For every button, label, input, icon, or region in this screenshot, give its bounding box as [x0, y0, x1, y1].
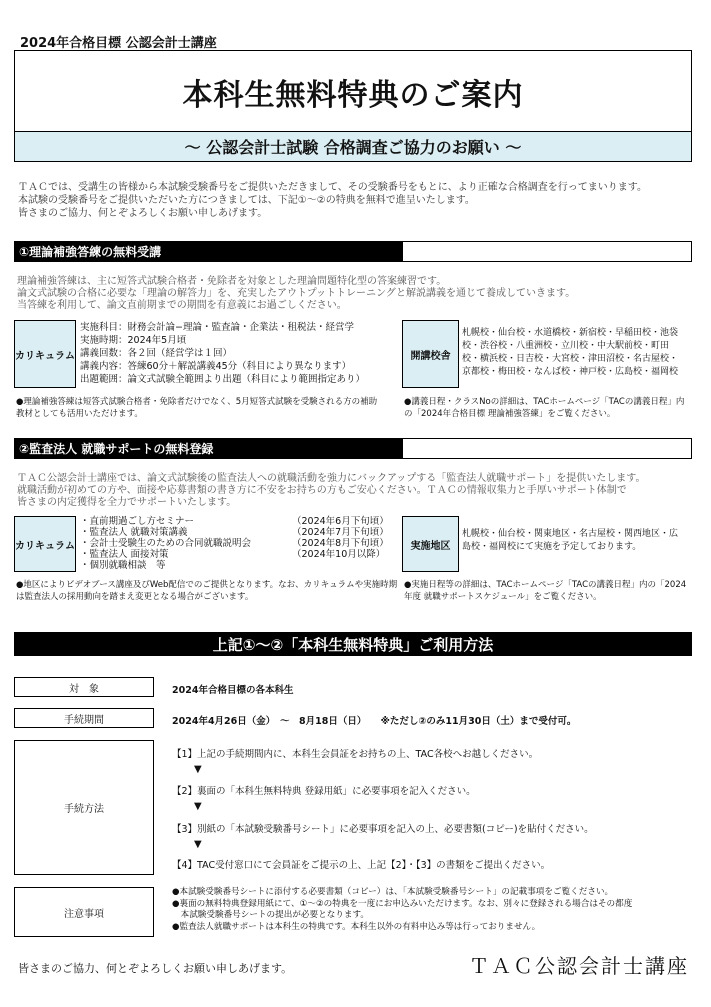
intro-line: 本試験の受験番号をご提供いただいた方につきましては、下記①～②の特典を無料で進呈いたします。 — [18, 195, 475, 206]
footer-thanks: 皆さまのご協力、何とぞよろしくお願い申しあげます。 — [18, 962, 293, 975]
school-line: 京都校・梅田校・なんば校・神戸校・広島校・福岡校 — [462, 367, 679, 377]
section2-area-label: 実施地区 — [402, 516, 459, 572]
page-subtitle: ～ 公認会計士試験 合格調査ご協力のお願い ～ — [15, 131, 691, 161]
curriculum-item — [80, 538, 398, 549]
section2-area-lines — [462, 528, 697, 554]
curriculum-line: 実施時期：2024年5月頃 — [80, 335, 187, 346]
section1-description — [17, 276, 697, 312]
note-line: ●理論補強答練は短答式試験合格者・免除者だけでなく、5月短答式試験を受験される方の補助 — [16, 397, 378, 407]
method-step-4: 【4】TAC受付窓口にて会員証をご提示の上、上記【2】・【3】の書類をご提出ください。 — [172, 860, 551, 871]
section1-desc-line: 理論補強答練は、主に短答式試験合格者・免除者を対象とした理論問題特化型の答案練習です。 — [17, 276, 447, 287]
curriculum-line: 講義内容：答練60分＋解説講義45分（科目により異なります） — [80, 361, 352, 372]
usage-note-line: ●裏面の無料特典登録用紙にて、①～②の特典を一度にお申込みいただけます。なお、別々に登録される場合はその都度 — [172, 898, 633, 909]
method-step-2: 【2】裏面の「本科生無料特典 登録用紙」に必要事項を記入ください。 — [172, 786, 476, 797]
curriculum-item-when: （2024年6月下旬頃） — [292, 516, 389, 527]
section2-heading-label: ②監査法人 就職サポートの無料登録 — [15, 439, 403, 458]
section2-description — [17, 473, 697, 509]
down-arrow-icon: ▼ — [194, 839, 202, 850]
curriculum-item-name: ・監査法人 面接対策 — [80, 549, 169, 560]
curriculum-item-when: （2024年8月下旬頃） — [292, 538, 389, 549]
section1-desc-line: 論文式試験の合格に必要な「理論の解答力」を、充実したアウトプットトレーニングと解説講義を通じて養成していきます。 — [17, 288, 576, 299]
intro-line: ＴＡＣでは、受講生の皆様から本試験受験番号をご提供いただきまして、その受験番号をもとに、より正確な合格調査を行ってまいります。 — [18, 182, 647, 193]
period-value: 2024年4月26日（金） ～ 8月18日（日） ※ただし②のみ11月30日（土）まで受付可。 — [172, 716, 577, 727]
note-line: 教材としても活用いただけます。 — [16, 409, 143, 419]
target-value: 2024年合格目標の各本科生 — [172, 685, 294, 696]
curriculum-item-name: ・直前期過ごし方セミナー — [80, 516, 195, 527]
intro-text — [18, 181, 698, 220]
curriculum-item-name: ・個別就職相談 等 — [80, 560, 166, 571]
section1-heading-label: ①理論補強答練の無料受講 — [15, 242, 403, 261]
usage-heading: 上記①～②「本科生無料特典」ご利用方法 — [14, 632, 692, 656]
curriculum-line: 講義回数：各２回（経営学は１回） — [80, 348, 233, 359]
school-line: 校・渋谷校・八重洲校・立川校・中大駅前校・町田 — [462, 341, 670, 351]
period-label: 手続期間 — [14, 708, 154, 728]
curriculum-item-when: （2024年7月下旬頃） — [292, 527, 389, 538]
school-line: 札幌校・仙台校・水道橋校・新宿校・早稲田校・池袋 — [462, 328, 679, 338]
method-step-3: 【3】別紙の「本試験受験番号シート」に必要事項を記入の上、必要書類(コピー)を貼付ください。 — [172, 824, 594, 835]
section2-desc-line: 就職活動が初めての方や、面接や応募書類の書き方に不安をお持ちの方もご安心ください。ＴＡＣの情報収集力と手厚いサポート体制で — [17, 485, 627, 496]
school-line: 校・横浜校・日吉校・大宮校・津田沼校・名古屋校・ — [462, 354, 679, 364]
curriculum-item-name: ・監査法人 就職対策講義 — [80, 527, 188, 538]
note-line: は監査法人の採用動向を踏まえ変更となる場合がございます。 — [16, 592, 254, 602]
note-line: ●実施日程等の詳細は、TACホームページ「TACの講義日程」内の「2024 — [404, 580, 687, 590]
section1-note-right — [404, 396, 699, 420]
section2-note-left — [16, 579, 401, 603]
footer-brand: ＴＡＣ公認会計士講座 — [469, 954, 689, 978]
section1-schools-lines — [462, 327, 697, 379]
intro-line: 皆さまのご協力、何とぞよろしくお願い申しあげます。 — [18, 208, 268, 219]
note-line: ●地区によりビデオブース講座及びWeb配信でのご提供となります。なお、カリキュラムや実施時期 — [16, 580, 398, 590]
section2-note-right — [404, 579, 699, 603]
usage-note-line: ●本試験受験番号シートに添付する必要書類（コピー）は、「本試験受験番号シート」の記載事項をご覧ください。 — [172, 887, 614, 897]
top-line: 2024年合格目標 公認会計士講座 — [20, 36, 217, 51]
curriculum-item — [80, 560, 398, 571]
curriculum-item — [80, 549, 398, 560]
section1-schools-label: 開講校舎 — [402, 320, 459, 388]
curriculum-line: 実施科目：財務会計論−理論・監査論・企業法・租税法・経営学 — [80, 322, 354, 333]
usage-note-line: 本試験受験番号シートの提出が必要となります。 — [172, 910, 369, 920]
note-line: 年度 就職サポートスケジュール」をご覧ください。 — [404, 592, 602, 602]
curriculum-line: 出題範囲：論文式試験全範囲より出題（科目により範囲指定あり） — [80, 374, 366, 385]
area-line: 札幌校・仙台校・関東地区・名古屋校・関西地区・広 — [462, 529, 679, 539]
down-arrow-icon: ▼ — [194, 801, 202, 812]
section2-curriculum-list — [80, 516, 398, 571]
curriculum-item — [80, 527, 398, 538]
section1-curriculum-lines — [80, 321, 398, 386]
section2-heading — [14, 438, 692, 459]
note-line: の「2024年合格目標 理論補強答練」をご覧ください。 — [404, 409, 616, 419]
title-box — [14, 50, 692, 162]
page-title: 本科生無料特典のご案内 — [182, 78, 524, 113]
down-arrow-icon: ▼ — [194, 764, 202, 775]
method-label: 手続方法 — [14, 740, 154, 875]
method-step-1: 【1】上記の手続期間内に、本科生会員証をお持ちの上、TAC各校へお越しください。 — [172, 749, 539, 760]
usage-note-line: ●監査法人就職サポートは本科生の特典です。本科生以外の有料申込み等は行っておりません。 — [172, 921, 541, 932]
section1-note-left — [16, 396, 401, 420]
notes-label: 注意事項 — [14, 887, 154, 937]
section1-desc-line: 当答練を利用して、論文直前期までの期間を有意義にお過ごしください。 — [17, 300, 347, 311]
section1-curriculum-label: カリキュラム — [14, 320, 76, 388]
section2-desc-line: ＴＡＣ公認会計士講座では、論文式試験後の監査法人への就職活動を強力にバックアップする「監査法人就職サポート」を提供いたします。 — [17, 473, 646, 484]
target-label: 対 象 — [14, 677, 154, 697]
curriculum-item-when: （2024年10月以降） — [292, 549, 386, 560]
note-line: ●講義日程・クラスNoの詳細は、TACホームページ「TACの講義日程」内 — [404, 397, 685, 407]
curriculum-item-name: ・会計士受験生のための合同就職説明会 — [80, 538, 252, 549]
usage-notes — [172, 887, 697, 933]
curriculum-item — [80, 516, 398, 527]
section2-curriculum-label: カリキュラム — [14, 516, 76, 572]
area-line: 島校・福岡校にて実施を予定しております。 — [462, 542, 642, 552]
section2-desc-line: 皆さまの内定獲得を全力でサポートいたします。 — [17, 497, 237, 508]
section1-heading — [14, 241, 692, 262]
